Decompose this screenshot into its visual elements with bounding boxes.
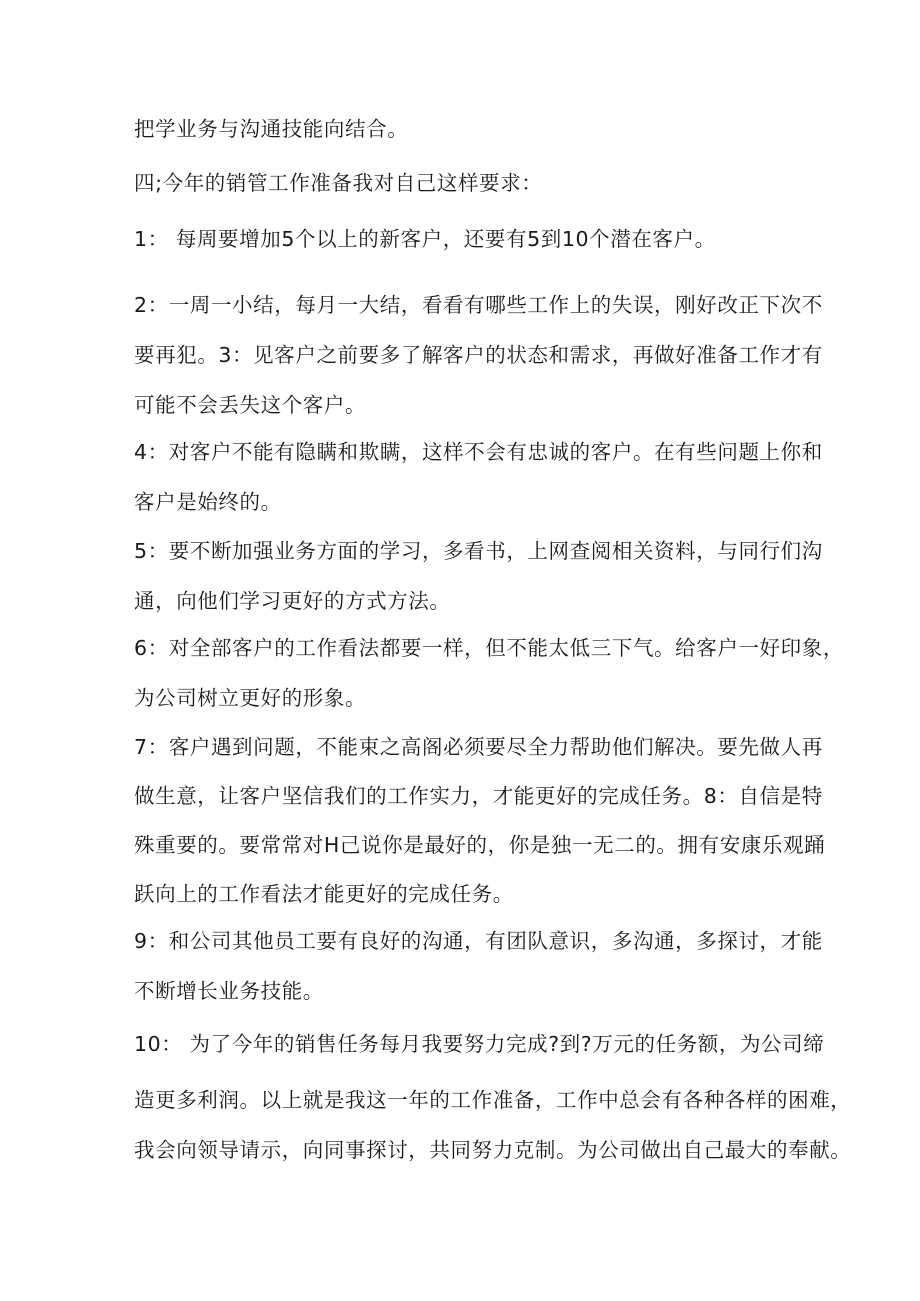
text-line: 通，向他们学习更好的方式方法。 — [134, 589, 451, 613]
text-line: 9：和公司其他员工要有良好的沟通，有团队意识，多沟通，多探讨，才能 — [134, 929, 823, 953]
text-line: 做生意，让客户坚信我们的工作实力，才能更好的完成任务。8：自信是特 — [134, 784, 823, 808]
text-line: 跃向上的工作看法才能更好的完成任务。 — [134, 882, 514, 906]
text-line: 为公司树立更好的形象。 — [134, 686, 367, 710]
text-line: 6：对全部客户的工作看法都要一样，但不能太低三下气。给客户一好印象， — [134, 636, 844, 660]
text-line: 我会向领导请示，向同事探讨，共同努力克制。为公司做出自己最大的奉献。 — [134, 1138, 852, 1162]
text-line: 要再犯。3：见客户之前要多了解客户的状态和需求，再做好准备工作才有 — [134, 343, 823, 367]
text-line: 不断增长业务技能。 — [134, 979, 324, 1003]
text-line: 可能不会丢失这个客户。 — [134, 393, 367, 417]
text-line: 1： 每周要增加5个以上的新客户，还要有5到10个潜在客户。 — [134, 227, 716, 251]
text-line: 2：一周一小结，每月一大结，看看有哪些工作上的失误，刚好改正下次不 — [134, 293, 823, 317]
text-line: 殊重要的。要常常对H己说你是最好的，你是独一无二的。拥有安康乐观踊 — [134, 833, 826, 857]
text-line: 四;今年的销管工作准备我对自己这样要求： — [134, 171, 543, 195]
text-line: 4：对客户不能有隐瞒和欺瞒，这样不会有忠诚的客户。在有些问题上你和 — [134, 440, 823, 464]
text-line: 把学业务与沟通技能向结合。 — [134, 117, 409, 141]
text-line: 7：客户遇到问题，不能束之高阁必须要尽全力帮助他们解决。要先做人再 — [134, 735, 823, 759]
text-line: 造更多利润。以上就是我这一年的工作准备，工作中总会有各种各样的困难， — [134, 1088, 852, 1112]
text-line: 10： 为了今年的销售任务每月我要努力完成?到?万元的任务额，为公司缔 — [134, 1032, 825, 1056]
text-line: 5：要不断加强业务方面的学习，多看书，上网查阅相关资料，与同行们沟 — [134, 539, 823, 563]
text-line: 客户是始终的。 — [134, 490, 282, 514]
